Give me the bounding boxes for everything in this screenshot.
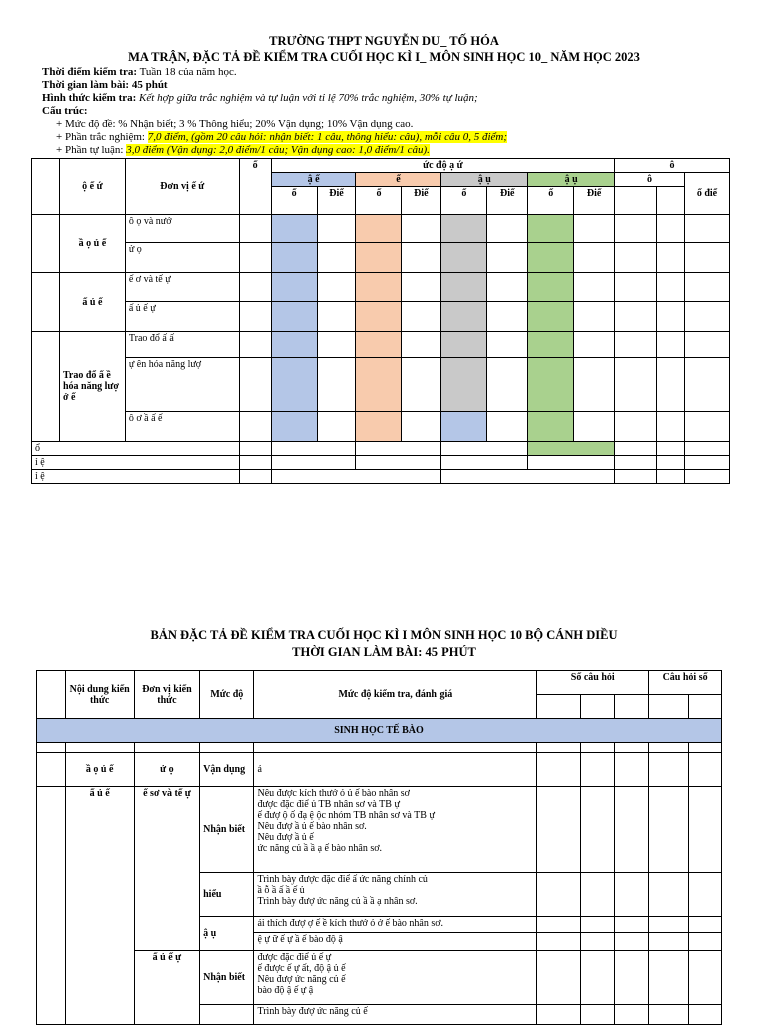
matrix-level-header: ức độ ạ ứ <box>271 159 615 173</box>
spec-criteria-line: được đặc điể ủ TB nhân sơ và TB ự <box>257 799 400 810</box>
matrix-sub-diem: Điể <box>402 187 441 215</box>
matrix-count-header: ố <box>239 159 271 215</box>
matrix-unit: ử ọ <box>125 243 239 273</box>
spec-criteria-line: Nêu đượ ức năng củ ế <box>257 974 346 985</box>
matrix-stt-header <box>32 159 60 215</box>
matrix-unit: ế ơ và tế ự <box>125 273 239 302</box>
spec-unit: ử ọ <box>134 753 199 787</box>
matrix-table <box>31 158 730 484</box>
matrix-nb-header: ậ ế <box>271 173 356 187</box>
spec-criteria: ải thích đượ ợ ế ề kích thướ ỏ ở ế bào nhân sơ. <box>254 917 537 933</box>
duration-line <box>42 79 168 92</box>
essay-line <box>56 144 430 157</box>
matrix-unit: ô ơ ầ ấ ế <box>125 412 239 442</box>
level-line: + Mức độ đề: % Nhận biết; 3 % Thông hiểu; 20% Vận dụng; 10% Vận dụng cao. <box>56 118 414 130</box>
spec-unit: ấ ủ ế ự <box>134 951 199 1025</box>
spec-criteria-line: bào độ ậ ế ự ậ <box>257 985 314 996</box>
matrix-unit: ự ên hóa năng lượ <box>125 358 239 412</box>
doc-title: MA TRẬN, ĐẶC TẢ ĐỀ KIỂM TRA CUỐI HỌC KÌ I_ MÔN SINH HỌC 10_ NĂM HỌC 2023 <box>128 50 640 64</box>
matrix-footer-ratio: ỉ ệ <box>32 456 240 470</box>
matrix-sub-so: ố <box>528 187 574 215</box>
form-value: Kết hợp giữa trắc nghiệm và tự luận với tỉ lệ 70% trắc nghiệm, 30% tự luận; <box>139 92 478 104</box>
spec-criteria: ả <box>254 753 537 787</box>
matrix-sub-diem: Điể <box>574 187 615 215</box>
matrix-topic-header: ộ ế ứ <box>59 159 125 215</box>
spec-criteria-list <box>254 873 537 917</box>
spec-level: hiểu <box>200 873 254 917</box>
spec-criteria: Trình bày đượ ức năng củ ế <box>254 1005 537 1025</box>
matrix-topic: Trao đổ ấ ề hóa năng lượ ở ế <box>59 332 125 442</box>
spec-criteria-line: ế đượ ộ ố đạ ệ ộc nhóm TB nhân sơ và TB ự <box>257 810 435 821</box>
essay-prefix: + Phần tự luận: <box>56 144 124 156</box>
spec-criteria-line: Nêu được kích thướ ỏ ủ ế bào nhân sơ <box>257 788 410 799</box>
spec-content: ấ ủ ế <box>65 787 134 1025</box>
school-name: TRƯỜNG THPT NGUYỄN DU_ TỐ HÓA <box>269 34 499 48</box>
matrix-sub-diem: Điể <box>487 187 528 215</box>
matrix-sub-diem: Điể <box>317 187 356 215</box>
spec-criteria-line: Nêu đượ ầ ủ ế bào nhân sơ. <box>257 821 367 832</box>
structure-heading: Cấu trúc: <box>42 105 88 117</box>
spec-subtitle: THỜI GIAN LÀM BÀI: 45 PHÚT <box>292 645 476 659</box>
matrix-footer-ratio-2: ỉ ệ <box>32 470 240 484</box>
matrix-unit: Trao đổ ấ ấ <box>125 332 239 358</box>
spec-content-header: Nội dung kiến thức <box>65 671 134 719</box>
matrix-sub-so: ố <box>271 187 317 215</box>
spec-count-header: Số câu hỏi <box>537 671 649 695</box>
spec-content: ầ ọ ủ ế <box>65 753 134 787</box>
matrix-footer-total: ổ <box>32 442 240 456</box>
spec-criteria-list <box>254 787 537 873</box>
matrix-sub-so: ố <box>441 187 487 215</box>
spec-index-header: Câu hỏi số <box>649 671 722 695</box>
matrix-total-sub: ô <box>615 173 685 187</box>
matrix-unit-header: Đơn vị ế ứ <box>125 159 239 215</box>
mc-line <box>56 131 507 144</box>
spec-unit: ế sơ và tế ự <box>134 787 199 951</box>
exam-time-label: Thời điểm kiểm tra: <box>42 66 137 78</box>
mc-prefix: + Phần trắc nghiệm: <box>56 131 145 143</box>
matrix-total-header: ô <box>615 159 730 173</box>
matrix-sub-so: ố <box>356 187 402 215</box>
spec-criteria-line: được đặc điể ủ ế ự <box>257 952 332 963</box>
spec-criteria: ệ ự ữ ế ự ầ ế bào độ ậ <box>254 933 537 951</box>
essay-value: 3,0 điểm (Vận dụng: 2,0 điểm/1 câu; Vận dụng cao: 1,0 điểm/1 câu). <box>126 144 430 156</box>
mc-value: 7,0 điểm, (gồm 20 câu hỏi: nhận biết: 1 câu, thông hiểu: câu), mỗi câu 0, 5 điểm; <box>147 131 508 143</box>
spec-criteria-line: Nêu đượ ầ ủ ế <box>257 832 314 843</box>
matrix-total-score-header: ổ điể <box>684 173 729 215</box>
matrix-unit: ô ọ và nướ <box>125 215 239 243</box>
exam-time-line <box>42 66 237 79</box>
spec-criteria-line: ế được ế ự ất, độ ậ ủ ế <box>257 963 346 974</box>
spec-title: BẢN ĐẶC TẢ ĐỀ KIỂM TRA CUỐI HỌC KÌ I MÔN SINH HỌC 10 BỘ CÁNH DIỀU <box>150 628 618 642</box>
duration-text: Thời gian làm bài: 45 phút <box>42 79 168 91</box>
spec-unit-header: Đơn vị kiến thức <box>134 671 199 719</box>
matrix-vdc-header: ậ ụ <box>528 173 615 187</box>
spec-criteria-line: Trình bày đượ ức năng củ ầ ầ ạ nhân sơ. <box>257 896 418 907</box>
spec-level: Nhận biết <box>200 951 254 1005</box>
matrix-th-header: ể <box>356 173 441 187</box>
spec-section-heading: SINH HỌC TẾ BÀO <box>37 719 722 743</box>
spec-level: Nhận biết <box>200 787 254 873</box>
matrix-topic: ấ ủ ế <box>59 273 125 332</box>
spec-criteria-list <box>254 951 537 1005</box>
form-line <box>42 92 478 105</box>
spec-criteria-line: ầ ỗ ầ ấ ầ ế ủ <box>257 885 305 896</box>
spec-table <box>36 670 722 1025</box>
spec-level-header: Mức độ <box>200 671 254 719</box>
form-label: Hình thức kiểm tra: <box>42 92 137 104</box>
exam-time-value: Tuần 18 của năm học. <box>139 66 237 78</box>
matrix-unit: ấ ủ ế ự <box>125 302 239 332</box>
spec-level: Vận dụng <box>200 753 254 787</box>
matrix-vd-header: ậ ụ <box>441 173 528 187</box>
spec-level: ậ ụ <box>200 917 254 951</box>
spec-criteria-line: Trình bày được đặc điể ấ ức năng chính củ <box>257 874 428 885</box>
spec-criteria-line: ức năng củ ầ ầ ạ ế bào nhân sơ. <box>257 843 383 854</box>
matrix-topic: ầ ọ ủ ế <box>59 215 125 273</box>
spec-criteria-header: Mức độ kiểm tra, đánh giá <box>254 671 537 719</box>
